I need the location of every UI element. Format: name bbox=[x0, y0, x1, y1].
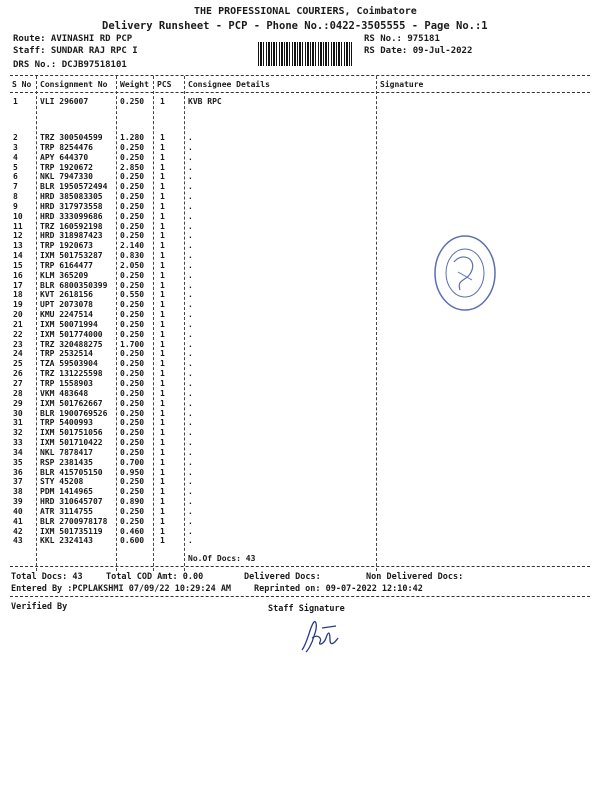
row-sno: 10 bbox=[13, 211, 23, 221]
non-delivered-docs: Non Delivered Docs: bbox=[366, 572, 464, 582]
row-weight: 0.250 bbox=[120, 142, 145, 152]
staff-label: Staff: SUNDAR RAJ RPC I bbox=[13, 46, 138, 56]
row-weight: 0.460 bbox=[120, 526, 145, 536]
row-pcs: 1 bbox=[160, 497, 165, 507]
row-sno: 36 bbox=[13, 467, 23, 477]
row-consignment: BLR 1900769526 bbox=[40, 408, 108, 418]
row-consignment: HRD 385083305 bbox=[40, 192, 103, 202]
row-pcs: 1 bbox=[160, 506, 165, 516]
row-consignment: TRP 8254476 bbox=[40, 142, 93, 152]
row-consignee: . bbox=[188, 172, 193, 182]
row-sno: 9 bbox=[13, 201, 18, 211]
row-pcs: 1 bbox=[160, 201, 165, 211]
row-weight: 0.250 bbox=[120, 516, 145, 526]
row-sno: 34 bbox=[13, 447, 23, 457]
row-consignee: . bbox=[188, 408, 193, 418]
row-consignment: IXM 50071994 bbox=[40, 319, 98, 329]
document-title: THE PROFESSIONAL COURIERS, Coimbatore bbox=[194, 6, 417, 17]
row-weight: 0.250 bbox=[120, 477, 145, 487]
row-consignee: . bbox=[188, 438, 193, 448]
row-pcs: 1 bbox=[160, 319, 165, 329]
col-separator bbox=[36, 76, 37, 571]
row-sno: 37 bbox=[13, 477, 23, 487]
row-consignment: BLR 415705150 bbox=[40, 467, 103, 477]
row-pcs: 1 bbox=[160, 290, 165, 300]
row-consignment: KKL 2324143 bbox=[40, 536, 93, 546]
row-consignee: . bbox=[188, 516, 193, 526]
row-weight: 0.830 bbox=[120, 251, 145, 261]
row-sno: 14 bbox=[13, 251, 23, 261]
row-consignee: . bbox=[188, 152, 193, 162]
row-pcs: 1 bbox=[160, 97, 165, 106]
row-sno: 24 bbox=[13, 349, 23, 359]
row-pcs: 1 bbox=[160, 152, 165, 162]
row-consignee: . bbox=[188, 211, 193, 221]
row-consignment: TRZ 320488275 bbox=[40, 339, 103, 349]
row-consignment: HRD 333099686 bbox=[40, 211, 103, 221]
row-consignee: . bbox=[188, 182, 193, 192]
row-consignee: . bbox=[188, 379, 193, 388]
footer-bottom-divider bbox=[10, 596, 590, 597]
row-pcs: 1 bbox=[160, 418, 165, 428]
handwritten-signature-icon bbox=[296, 616, 344, 656]
row-weight: 0.250 bbox=[120, 300, 145, 310]
row-pcs: 1 bbox=[160, 231, 165, 241]
table-top-divider bbox=[10, 75, 590, 76]
row-consignee: . bbox=[188, 310, 193, 320]
row-consignment: TRZ 131225598 bbox=[40, 369, 103, 379]
row-pcs: 1 bbox=[160, 526, 165, 536]
row-pcs: 1 bbox=[160, 359, 165, 369]
row-pcs: 1 bbox=[160, 457, 165, 467]
row-consignment: TRP 5400993 bbox=[40, 418, 93, 428]
row-pcs: 1 bbox=[160, 438, 165, 448]
row-consignment: KLM 365209 bbox=[40, 270, 89, 280]
row-pcs: 1 bbox=[160, 221, 165, 231]
row-sno: 6 bbox=[13, 172, 18, 182]
row-consignment: NKL 7947330 bbox=[40, 172, 93, 182]
row-consignee: . bbox=[188, 192, 193, 202]
row-pcs: 1 bbox=[160, 536, 165, 546]
row-sno: 11 bbox=[13, 221, 23, 231]
delivered-docs: Delivered Docs: bbox=[244, 572, 321, 582]
row-weight: 0.250 bbox=[120, 221, 145, 231]
route-label: Route: AVINASHI RD PCP bbox=[13, 34, 133, 44]
row-weight: 0.250 bbox=[120, 270, 145, 280]
row-consignment: IXM 501710422 bbox=[40, 438, 103, 448]
col-signature: Signature bbox=[380, 80, 424, 89]
row-sno: 7 bbox=[13, 182, 18, 192]
row-pcs: 1 bbox=[160, 280, 165, 290]
row-consignment: VLI 296007 bbox=[40, 97, 89, 106]
row-consignee: . bbox=[188, 241, 193, 251]
row-weight: 0.250 bbox=[120, 438, 145, 448]
row-consignment: BLR 6800350399 bbox=[40, 280, 108, 290]
row-weight: 1.280 bbox=[120, 133, 145, 142]
row-consignee: . bbox=[188, 506, 193, 516]
row-pcs: 1 bbox=[160, 379, 165, 388]
row-consignee: . bbox=[188, 477, 193, 487]
row-consignment: IXM 501774000 bbox=[40, 329, 103, 339]
row-sno: 31 bbox=[13, 418, 23, 428]
row-consignee: . bbox=[188, 536, 193, 546]
row-weight: 0.250 bbox=[120, 428, 145, 438]
col-weight: Weight bbox=[120, 80, 149, 89]
row-consignee: . bbox=[188, 398, 193, 408]
row-pcs: 1 bbox=[160, 516, 165, 526]
row-sno: 12 bbox=[13, 231, 23, 241]
row-consignee: . bbox=[188, 133, 193, 142]
row-consignee: . bbox=[188, 162, 193, 172]
row-sno: 26 bbox=[13, 369, 23, 379]
row-consignment: VKM 483648 bbox=[40, 388, 89, 398]
row-sno: 33 bbox=[13, 438, 23, 448]
row-weight: 0.250 bbox=[120, 211, 145, 221]
row-sno: 35 bbox=[13, 457, 23, 467]
row-weight: 0.550 bbox=[120, 290, 145, 300]
row-sno: 15 bbox=[13, 260, 23, 270]
row-consignee: . bbox=[188, 221, 193, 231]
row-pcs: 1 bbox=[160, 192, 165, 202]
row-consignee: . bbox=[188, 300, 193, 310]
col-consignment: Consignment No bbox=[40, 80, 108, 89]
row-consignee: . bbox=[188, 369, 193, 379]
row-pcs: 1 bbox=[160, 211, 165, 221]
col-separator bbox=[153, 76, 154, 571]
row-consignment: TRP 2532514 bbox=[40, 349, 93, 359]
row-sno: 19 bbox=[13, 300, 23, 310]
row-pcs: 1 bbox=[160, 349, 165, 359]
col-separator bbox=[116, 76, 117, 571]
row-weight: 0.250 bbox=[120, 418, 145, 428]
row-pcs: 1 bbox=[160, 477, 165, 487]
row-consignment: BLR 2700978178 bbox=[40, 516, 108, 526]
row-consignment: UPT 2073078 bbox=[40, 300, 93, 310]
row-pcs: 1 bbox=[160, 447, 165, 457]
entered-by: Entered By :PCPLAKSHMI 07/09/22 10:29:24 AM bbox=[11, 584, 232, 594]
row-pcs: 1 bbox=[160, 408, 165, 418]
row-weight: 0.250 bbox=[120, 398, 145, 408]
row-consignee: . bbox=[188, 339, 193, 349]
row-pcs: 1 bbox=[160, 398, 165, 408]
row-pcs: 1 bbox=[160, 251, 165, 261]
row-weight: 0.250 bbox=[120, 310, 145, 320]
row-consignee: . bbox=[188, 329, 193, 339]
row-consignee: . bbox=[188, 428, 193, 438]
row-weight: 0.250 bbox=[120, 359, 145, 369]
row-pcs: 1 bbox=[160, 172, 165, 182]
row-weight: 0.250 bbox=[120, 319, 145, 329]
row-consignee: . bbox=[188, 349, 193, 359]
row-consignee: . bbox=[188, 418, 193, 428]
row-sno: 42 bbox=[13, 526, 23, 536]
row-weight: 0.250 bbox=[120, 182, 145, 192]
row-pcs: 1 bbox=[160, 329, 165, 339]
row-consignee: . bbox=[188, 487, 193, 497]
total-cod: Total COD Amt: 0.00 bbox=[106, 572, 204, 582]
row-consignee: . bbox=[188, 270, 193, 280]
row-consignee: . bbox=[188, 142, 193, 152]
row-sno: 39 bbox=[13, 497, 23, 507]
row-sno: 22 bbox=[13, 329, 23, 339]
row-consignment: TRP 1558903 bbox=[40, 379, 93, 388]
staff-signature-label: Staff Signature bbox=[268, 604, 345, 614]
row-pcs: 1 bbox=[160, 339, 165, 349]
no-of-docs: No.Of Docs: 43 bbox=[188, 554, 256, 563]
row-consignment: APY 644370 bbox=[40, 152, 89, 162]
row-sno: 23 bbox=[13, 339, 23, 349]
row-consignment: TRP 1920672 bbox=[40, 162, 93, 172]
row-weight: 0.250 bbox=[120, 506, 145, 516]
row-sno: 28 bbox=[13, 388, 23, 398]
row-weight: 0.250 bbox=[120, 152, 145, 162]
rs-number: RS No.: 975181 bbox=[364, 34, 440, 44]
row-sno: 20 bbox=[13, 310, 23, 320]
row-consignment: TZA 59503904 bbox=[40, 359, 98, 369]
row-consignee: . bbox=[188, 319, 193, 329]
row-sno: 8 bbox=[13, 192, 18, 202]
document-subtitle: Delivery Runsheet - PCP - Phone No.:0422-3505555 - Page No.:1 bbox=[102, 20, 488, 32]
row-consignee: . bbox=[188, 526, 193, 536]
col-separator bbox=[184, 76, 185, 571]
row-consignment: IXM 501753287 bbox=[40, 251, 103, 261]
reprinted-on: Reprinted on: 09-07-2022 12:10:42 bbox=[254, 584, 423, 594]
row-pcs: 1 bbox=[160, 241, 165, 251]
row-sno: 17 bbox=[13, 280, 23, 290]
row-consignment: TRZ 300504599 bbox=[40, 133, 103, 142]
drs-number: DRS No.: DCJB97518101 bbox=[13, 60, 127, 70]
col-pcs: PCS bbox=[157, 80, 172, 89]
row-pcs: 1 bbox=[160, 182, 165, 192]
row-consignment: KMU 2247514 bbox=[40, 310, 93, 320]
row-pcs: 1 bbox=[160, 260, 165, 270]
row-weight: 0.600 bbox=[120, 536, 145, 546]
bank-stamp-icon bbox=[432, 232, 498, 314]
row-weight: 0.250 bbox=[120, 97, 145, 106]
row-consignee: KVB RPC bbox=[188, 97, 222, 106]
col-consignee: Consignee Details bbox=[188, 80, 270, 89]
row-consignee: . bbox=[188, 388, 193, 398]
row-consignment: HRD 310645707 bbox=[40, 497, 103, 507]
row-weight: 0.250 bbox=[120, 201, 145, 211]
row-weight: 0.250 bbox=[120, 369, 145, 379]
row-consignment: HRD 317973558 bbox=[40, 201, 103, 211]
row-consignee: . bbox=[188, 290, 193, 300]
row-sno: 43 bbox=[13, 536, 23, 546]
row-pcs: 1 bbox=[160, 487, 165, 497]
row-weight: 2.850 bbox=[120, 162, 145, 172]
row-sno: 25 bbox=[13, 359, 23, 369]
row-weight: 0.890 bbox=[120, 497, 145, 507]
row-pcs: 1 bbox=[160, 300, 165, 310]
row-weight: 1.700 bbox=[120, 339, 145, 349]
verified-by: Verified By bbox=[11, 602, 68, 612]
table-header-divider bbox=[10, 92, 590, 93]
row-weight: 0.250 bbox=[120, 487, 145, 497]
row-consignment: NKL 7878417 bbox=[40, 447, 93, 457]
row-pcs: 1 bbox=[160, 369, 165, 379]
row-sno: 4 bbox=[13, 152, 18, 162]
row-consignee: . bbox=[188, 457, 193, 467]
row-consignment: IXM 501751056 bbox=[40, 428, 103, 438]
row-weight: 0.250 bbox=[120, 172, 145, 182]
row-consignment: BLR 1950572494 bbox=[40, 182, 108, 192]
row-pcs: 1 bbox=[160, 142, 165, 152]
row-pcs: 1 bbox=[160, 388, 165, 398]
row-pcs: 1 bbox=[160, 133, 165, 142]
row-consignment: IXM 501735119 bbox=[40, 526, 103, 536]
row-weight: 0.250 bbox=[120, 349, 145, 359]
row-consignee: . bbox=[188, 359, 193, 369]
row-sno: 13 bbox=[13, 241, 23, 251]
row-pcs: 1 bbox=[160, 310, 165, 320]
row-weight: 0.950 bbox=[120, 467, 145, 477]
row-weight: 2.140 bbox=[120, 241, 145, 251]
row-consignee: . bbox=[188, 447, 193, 457]
row-weight: 0.250 bbox=[120, 379, 145, 388]
row-sno: 41 bbox=[13, 516, 23, 526]
row-consignment: TRP 6164477 bbox=[40, 260, 93, 270]
row-consignment: ATR 3114755 bbox=[40, 506, 93, 516]
barcode bbox=[258, 42, 352, 66]
row-sno: 16 bbox=[13, 270, 23, 280]
row-sno: 38 bbox=[13, 487, 23, 497]
row-sno: 27 bbox=[13, 379, 23, 388]
row-weight: 0.250 bbox=[120, 329, 145, 339]
row-consignment: RSP 2381435 bbox=[40, 457, 93, 467]
row-weight: 0.250 bbox=[120, 231, 145, 241]
row-weight: 0.250 bbox=[120, 192, 145, 202]
row-sno: 32 bbox=[13, 428, 23, 438]
row-sno: 1 bbox=[13, 97, 18, 106]
row-weight: 0.700 bbox=[120, 457, 145, 467]
row-sno: 5 bbox=[13, 162, 18, 172]
col-separator bbox=[376, 76, 377, 571]
row-consignee: . bbox=[188, 497, 193, 507]
row-consignee: . bbox=[188, 280, 193, 290]
row-consignee: . bbox=[188, 260, 193, 270]
row-weight: 0.250 bbox=[120, 388, 145, 398]
total-docs: Total Docs: 43 bbox=[11, 572, 83, 582]
row-weight: 0.250 bbox=[120, 447, 145, 457]
row-sno: 40 bbox=[13, 506, 23, 516]
row-consignment: TRP 1920673 bbox=[40, 241, 93, 251]
row-consignee: . bbox=[188, 201, 193, 211]
row-weight: 0.250 bbox=[120, 408, 145, 418]
row-pcs: 1 bbox=[160, 467, 165, 477]
row-consignment: TRZ 160592198 bbox=[40, 221, 103, 231]
footer-divider bbox=[10, 566, 590, 567]
row-pcs: 1 bbox=[160, 428, 165, 438]
row-pcs: 1 bbox=[160, 270, 165, 280]
row-consignee: . bbox=[188, 467, 193, 477]
row-weight: 0.250 bbox=[120, 280, 145, 290]
row-consignment: STY 45208 bbox=[40, 477, 84, 487]
row-sno: 3 bbox=[13, 142, 18, 152]
row-consignee: . bbox=[188, 231, 193, 241]
row-consignment: IXM 501762667 bbox=[40, 398, 103, 408]
row-consignment: KVT 2618156 bbox=[40, 290, 93, 300]
row-sno: 29 bbox=[13, 398, 23, 408]
row-sno: 2 bbox=[13, 133, 18, 142]
row-sno: 30 bbox=[13, 408, 23, 418]
col-sno: S No bbox=[12, 80, 32, 89]
rs-date: RS Date: 09-Jul-2022 bbox=[364, 46, 473, 56]
row-consignee: . bbox=[188, 251, 193, 261]
row-sno: 18 bbox=[13, 290, 23, 300]
row-consignment: HRD 318987423 bbox=[40, 231, 103, 241]
row-sno: 21 bbox=[13, 319, 23, 329]
row-pcs: 1 bbox=[160, 162, 165, 172]
row-weight: 2.050 bbox=[120, 260, 145, 270]
row-consignment: PDM 1414965 bbox=[40, 487, 93, 497]
